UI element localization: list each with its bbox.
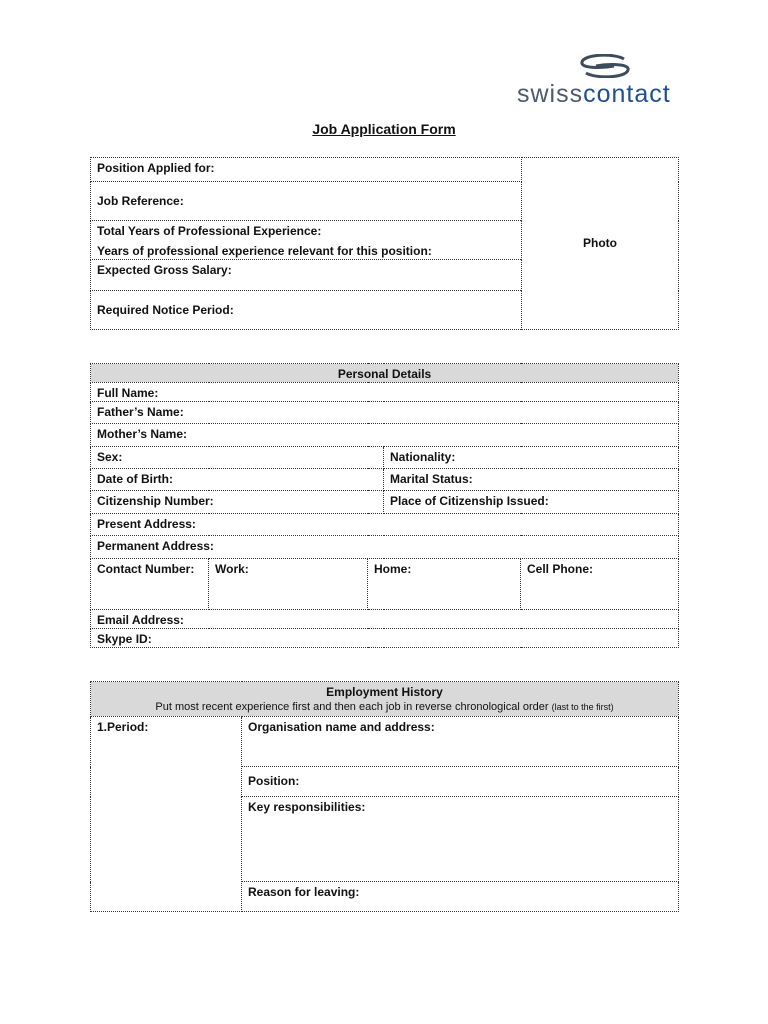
cell-phone-field[interactable]: Cell Phone: [521, 559, 679, 610]
permanent-address-field[interactable]: Permanent Address: [91, 536, 679, 559]
skype-field[interactable]: Skype ID: [91, 629, 679, 648]
mother-name-field[interactable]: Mother’s Name: [91, 424, 679, 447]
period-field[interactable]: 1.Period: [91, 717, 242, 912]
position-field[interactable]: Position: [242, 767, 679, 797]
employment-history-table [90, 681, 679, 912]
dob-field[interactable]: Date of Birth: [91, 469, 384, 491]
total-years-label: Total Years of Professional Experience: [97, 224, 322, 238]
swisscontact-logo [512, 54, 692, 110]
responsibilities-field[interactable]: Key responsibilities: [242, 797, 679, 882]
expected-salary-field[interactable]: Expected Gross Salary: [91, 260, 522, 291]
marital-status-field[interactable]: Marital Status: [384, 469, 679, 491]
nationality-field[interactable]: Nationality: [384, 447, 679, 469]
personal-details-table [90, 363, 679, 648]
notice-period-field[interactable]: Required Notice Period: [91, 291, 522, 330]
position-table [90, 157, 679, 330]
relevant-years-label: Years of professional experience relevant for this position: [97, 244, 432, 258]
personal-details-heading: Personal Details [91, 364, 679, 383]
logo-text-swiss: swiss [517, 80, 584, 108]
present-address-field[interactable]: Present Address: [91, 514, 679, 536]
father-name-field[interactable]: Father’s Name: [91, 402, 679, 424]
logo-text-contact: contact [583, 80, 671, 108]
job-reference-field[interactable]: Job Reference: [91, 182, 522, 221]
sex-field[interactable]: Sex: [91, 447, 384, 469]
reason-leaving-field[interactable]: Reason for leaving: [242, 882, 679, 912]
employment-history-instruction [97, 700, 672, 715]
organisation-field[interactable]: Organisation name and address: [242, 717, 679, 767]
position-applied-field[interactable]: Position Applied for: [91, 158, 522, 182]
full-name-field[interactable]: Full Name: [91, 383, 679, 402]
instruction-small-text: (last to the first) [551, 702, 614, 712]
logo-swirl-icon [574, 54, 636, 78]
work-phone-field[interactable]: Work: [209, 559, 368, 610]
employment-history-heading: Employment History [326, 685, 443, 699]
photo-box[interactable]: Photo [522, 158, 679, 330]
citizenship-number-field[interactable]: Citizenship Number: [91, 491, 384, 514]
experience-field[interactable] [91, 221, 522, 260]
logo-wordmark [517, 80, 671, 109]
instruction-text: Put most recent experience first and then each job in reverse chronological order [155, 701, 549, 713]
citizenship-place-field[interactable]: Place of Citizenship Issued: [384, 491, 679, 514]
home-phone-field[interactable]: Home: [368, 559, 521, 610]
employment-history-header [91, 682, 679, 717]
email-field[interactable]: Email Address: [91, 610, 679, 629]
contact-number-label: Contact Number: [91, 559, 209, 610]
page-title: Job Application Form [312, 121, 456, 137]
